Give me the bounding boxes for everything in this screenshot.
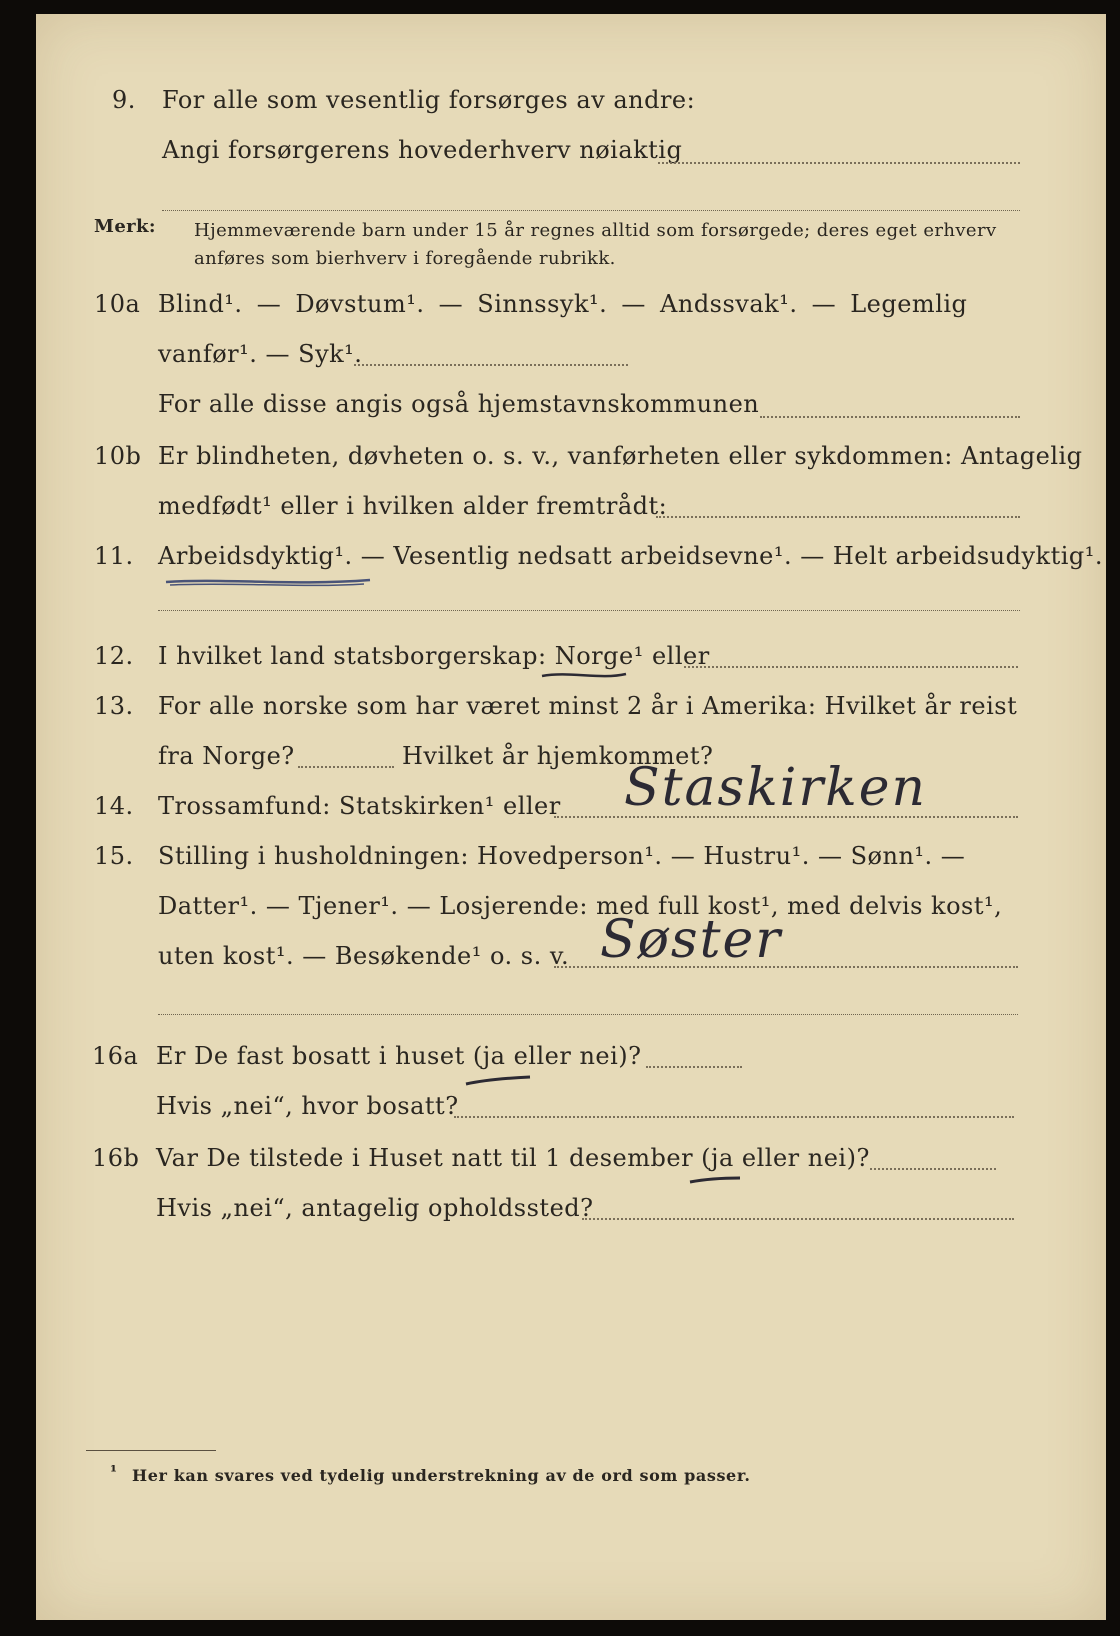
q16a-number: 16a [92,1042,139,1070]
q15-answer-line-2 [158,1014,1018,1015]
q10a-hometown-line [760,416,1020,418]
q13-departure-line [298,766,394,768]
q13-line1: For alle norske som har været minst 2 år i Amerika: Hvilket år reist [158,692,1018,720]
q15-line3: uten kost¹. — Besøkende¹ o. s. v. [158,942,570,970]
ja-underline-mark-16b [688,1174,744,1186]
q10a-line2: vanfør¹. — Syk¹. [158,340,363,368]
q10b-number: 10b [94,442,142,470]
q11-line1: Arbeidsdyktig¹. — Vesentlig nedsatt arbeidsevne¹. — Helt arbeidsudyktig¹. [158,542,1104,570]
arbeidsdyktig-underline-mark [164,574,374,588]
footnote-text: Her kan svares ved tydelig understrekning av de ord som passer. [132,1466,751,1485]
footnote-separator [86,1450,216,1451]
q16a-residence-line [454,1116,1014,1118]
q15-handwritten-answer: Søster [600,910,783,970]
q14-line1: Trossamfund: Statskirken¹ eller [158,792,561,820]
q9-line2: Angi forsørgerens hovederhverv nøiaktig [162,136,683,164]
q13-line2a: fra Norge? [158,742,295,770]
q16b-answer-line [870,1168,996,1170]
q16b-location-line [582,1218,1014,1220]
q15-line2: Datter¹. — Tjener¹. — Losjerende: med full kost¹, med delvis kost¹, [158,892,1003,920]
q12-answer-line [684,666,1018,668]
q10a-line3: For alle disse angis også hjemstavnskommunen [158,390,760,418]
q15-line1: Stilling i husholdningen: Hovedperson¹. — Hustru¹. — Sønn¹. — [158,842,966,870]
norge-underline-mark [540,668,630,682]
q11-number: 11. [94,542,134,570]
q9-answer-line [658,162,1020,164]
q12-line1: I hvilket land statsborgerskap: Norge¹ eller [158,642,710,670]
q12-number: 12. [94,642,134,670]
q10b-answer-line [656,516,1020,518]
footnote-mark: ¹ [110,1462,118,1481]
q14-number: 14. [94,792,134,820]
q9-answer-line-2 [162,210,1020,211]
q13-line2b: Hvilket år hjemkommet? [402,742,714,770]
q16a-answer-line [646,1066,742,1068]
q10b-line2: medfødt¹ eller i hvilken alder fremtrådt: [158,492,668,520]
census-form-page [36,14,1106,1620]
q9-line1: For alle som vesentlig forsørges av andre: [162,86,696,114]
q11-answer-line [158,610,1020,611]
ja-underline-mark-16a [464,1074,534,1088]
q10a-answer-line [354,364,628,366]
q10b-line1: Er blindheten, døvheten o. s. v., vanførheten eller sykdommen: Antagelig [158,442,1083,470]
q10a-line1: Blind¹. — Døvstum¹. — Sinnssyk¹. — Andssvak¹. — Legemlig [158,290,968,318]
q14-handwritten-answer: Staskirken [624,758,927,818]
q16b-line2: Hvis „nei“, antagelig opholdssted? [156,1194,594,1222]
q16b-line1: Var De tilstede i Huset natt til 1 desember (ja eller nei)? [156,1144,870,1172]
note-label: Merk: [94,216,156,237]
q16b-number: 16b [92,1144,140,1172]
note-line2: anføres som bierhverv i foregående rubrikk. [194,248,616,269]
note-line1: Hjemmeværende barn under 15 år regnes alltid som forsørgede; deres eget erhverv [194,220,997,241]
q9-number: 9. [112,86,136,114]
q10a-number: 10a [94,290,141,318]
q16a-line1: Er De fast bosatt i huset (ja eller nei)? [156,1042,642,1070]
q13-number: 13. [94,692,134,720]
q16a-line2: Hvis „nei“, hvor bosatt? [156,1092,459,1120]
q15-number: 15. [94,842,134,870]
